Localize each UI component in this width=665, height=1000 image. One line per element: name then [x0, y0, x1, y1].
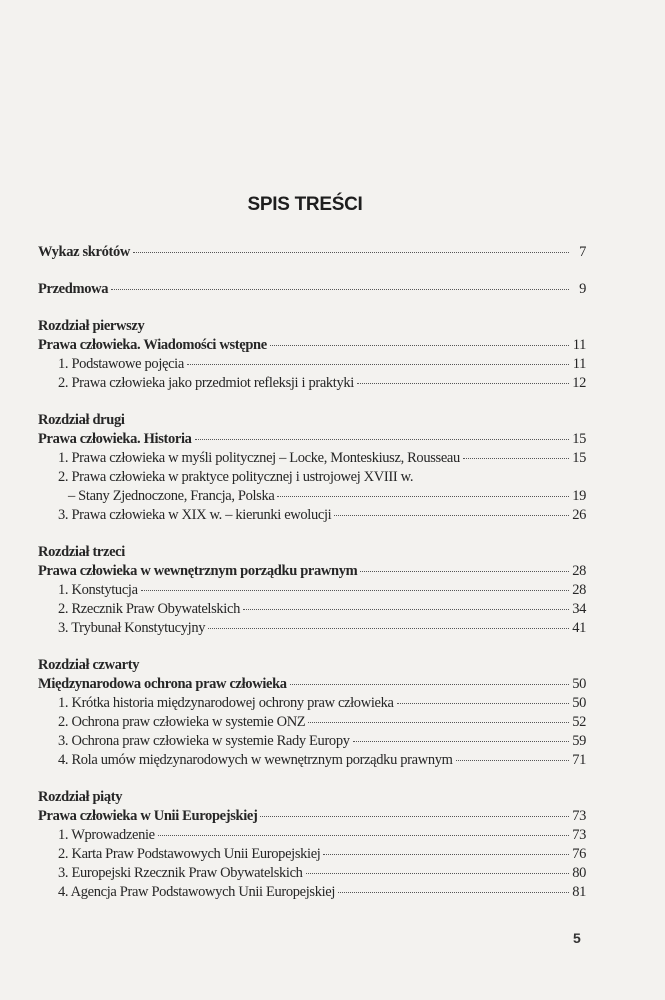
toc-section	[38, 788, 586, 902]
dot-leader	[270, 345, 569, 346]
toc-entry-title: 2. Ochrona praw człowieka w systemie ONZ	[58, 714, 306, 730]
toc-entry-page: 19	[572, 488, 586, 504]
dot-leader	[141, 590, 569, 591]
toc-section	[38, 411, 586, 525]
toc-entry-title: 2. Karta Praw Podstawowych Unii Europejskiej	[58, 846, 321, 862]
dot-leader	[187, 364, 569, 365]
toc-entry[interactable]	[38, 317, 586, 336]
toc-entry[interactable]	[38, 656, 586, 675]
toc-entry[interactable]	[38, 807, 586, 826]
dot-leader	[397, 703, 569, 704]
toc-entry[interactable]	[38, 543, 586, 562]
toc-entry-page: 52	[572, 714, 586, 730]
toc-entry-title: Prawa człowieka. Wiadomości wstępne	[38, 337, 267, 353]
toc-entry[interactable]	[38, 713, 586, 732]
dot-leader	[158, 835, 569, 836]
toc-entry-title: Rozdział piąty	[38, 789, 123, 805]
toc-section	[38, 243, 586, 262]
toc-entry-page: 11	[572, 356, 586, 372]
dot-leader	[277, 496, 569, 497]
toc-entry[interactable]	[38, 506, 586, 525]
toc-section	[38, 543, 586, 638]
toc-section	[38, 280, 586, 299]
toc-entry-title: 3. Prawa człowieka w XIX w. – kierunki ewolucji	[58, 507, 332, 523]
toc-entry-page: 41	[572, 620, 586, 636]
toc-entry-page: 80	[572, 865, 586, 881]
toc-entry[interactable]	[38, 562, 586, 581]
toc-entry-page: 28	[572, 582, 586, 598]
toc-entry[interactable]	[38, 788, 586, 807]
toc-entry-page: 50	[572, 695, 586, 711]
toc-entry-title: 3. Europejski Rzecznik Praw Obywatelskich	[58, 865, 303, 881]
toc-entry-title: 1. Podstawowe pojęcia	[58, 356, 184, 372]
dot-leader	[243, 609, 569, 610]
dot-leader	[208, 628, 569, 629]
toc-entry-title: 1. Prawa człowieka w myśli politycznej – Locke, Monteskiusz, Rousseau	[58, 450, 460, 466]
toc-entry[interactable]	[38, 411, 586, 430]
toc-entry-page: 73	[572, 808, 586, 824]
toc-entry[interactable]	[38, 675, 586, 694]
toc-entry[interactable]	[38, 430, 586, 449]
toc-entry-title: 2. Prawa człowieka w praktyce politycznej i ustrojowej XVIII w.	[58, 469, 414, 485]
toc-entry-title: Rozdział trzeci	[38, 544, 125, 560]
toc-entry-page: 15	[572, 450, 586, 466]
dot-leader	[338, 892, 569, 893]
toc-entry[interactable]	[38, 243, 586, 262]
toc-section	[38, 656, 586, 770]
toc-entry[interactable]	[38, 336, 586, 355]
toc-entry[interactable]	[38, 374, 586, 393]
toc-entry-page: 26	[572, 507, 586, 523]
toc-entry[interactable]	[38, 845, 586, 864]
toc-entry[interactable]	[38, 468, 586, 487]
dot-leader	[195, 439, 569, 440]
toc-entry-title: 2. Prawa człowieka jako przedmiot refleksji i praktyki	[58, 375, 354, 391]
toc-entry[interactable]	[38, 581, 586, 600]
toc-entry-title: 3. Ochrona praw człowieka w systemie Rady Europy	[58, 733, 350, 749]
toc-entry-page: 81	[572, 884, 586, 900]
toc-entry[interactable]	[38, 487, 586, 506]
toc-entry-page: 73	[572, 827, 586, 843]
toc-entry-title: Prawa człowieka. Historia	[38, 431, 192, 447]
dot-leader	[308, 722, 569, 723]
page-number: 5	[573, 930, 581, 946]
toc-entry[interactable]	[38, 619, 586, 638]
toc-entry[interactable]	[38, 355, 586, 374]
toc-entry-title: 1. Konstytucja	[58, 582, 138, 598]
dot-leader	[463, 458, 569, 459]
toc-entry-page: 7	[579, 244, 586, 260]
toc-section	[38, 317, 586, 393]
toc-entry-page: 15	[572, 431, 586, 447]
dot-leader	[111, 289, 569, 290]
toc-entry-page: 28	[572, 563, 586, 579]
toc-entry-title: 4. Agencja Praw Podstawowych Unii Europejskiej	[58, 884, 336, 900]
page-title: SPIS TREŚCI	[247, 194, 363, 215]
toc-entry-title: Międzynarodowa ochrona praw człowieka	[38, 676, 287, 692]
dot-leader	[290, 684, 569, 685]
dot-leader	[133, 252, 569, 253]
toc-entry[interactable]	[38, 864, 586, 883]
toc-entry-title: – Stany Zjednoczone, Francja, Polska	[68, 488, 275, 504]
toc-entry-page: 76	[572, 846, 586, 862]
toc-entry-title: 3. Trybunał Konstytucyjny	[58, 620, 206, 636]
toc-entry-page: 34	[572, 601, 586, 617]
toc-entry-title: Wykaz skrótów	[38, 244, 130, 260]
toc-entry-title: Przedmowa	[38, 281, 109, 297]
dot-leader	[260, 816, 569, 817]
dot-leader	[323, 854, 569, 855]
toc-entry-title: Rozdział czwarty	[38, 657, 140, 673]
toc-entry-title: 1. Krótka historia międzynarodowej ochrony praw człowieka	[58, 695, 394, 711]
toc-entry-title: 1. Wprowadzenie	[58, 827, 155, 843]
toc-entry[interactable]	[38, 826, 586, 845]
table-of-contents	[38, 243, 586, 920]
toc-entry[interactable]	[38, 883, 586, 902]
toc-entry-title: 2. Rzecznik Praw Obywatelskich	[58, 601, 240, 617]
toc-entry[interactable]	[38, 751, 586, 770]
toc-entry[interactable]	[38, 694, 586, 713]
dot-leader	[334, 515, 569, 516]
toc-entry-title: Rozdział drugi	[38, 412, 125, 428]
toc-entry-page: 12	[572, 375, 586, 391]
toc-entry-page: 50	[572, 676, 586, 692]
toc-entry-title: Prawa człowieka w wewnętrznym porządku prawnym	[38, 563, 358, 579]
toc-entry-title: Prawa człowieka w Unii Europejskiej	[38, 808, 258, 824]
toc-entry[interactable]	[38, 600, 586, 619]
toc-entry-title: 4. Rola umów międzynarodowych w wewnętrznym porządku prawnym	[58, 752, 453, 768]
toc-entry-page: 9	[579, 281, 586, 297]
dot-leader	[357, 383, 569, 384]
dot-leader	[353, 741, 569, 742]
toc-entry-page: 11	[572, 337, 586, 353]
dot-leader	[360, 571, 569, 572]
toc-entry[interactable]	[38, 732, 586, 751]
toc-entry[interactable]	[38, 280, 586, 299]
toc-entry[interactable]	[38, 449, 586, 468]
toc-entry-page: 71	[572, 752, 586, 768]
toc-entry-page: 59	[572, 733, 586, 749]
toc-entry-title: Rozdział pierwszy	[38, 318, 145, 334]
dot-leader	[456, 760, 569, 761]
dot-leader	[306, 873, 569, 874]
